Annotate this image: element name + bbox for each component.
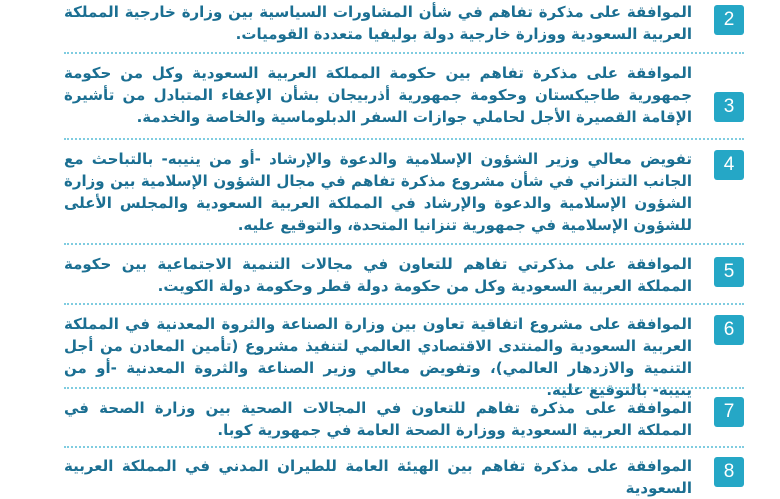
- item-text: الموافقة على مذكرتي تفاهم للتعاون في مجالات التنمية الاجتماعية بين حكومة المملكة العربية السعودية وكل من حكومة دولة قطر وحكومة دولة الكويت.: [64, 255, 692, 295]
- divider: [64, 303, 744, 305]
- divider: [64, 446, 744, 448]
- item-number-badge: 5: [714, 257, 744, 287]
- item-number-badge: 4: [714, 150, 744, 180]
- item-number-badge: 6: [714, 315, 744, 345]
- list-item: [64, 455, 744, 497]
- divider: [64, 387, 744, 389]
- divider: [64, 52, 744, 54]
- item-text: الموافقة على مذكرة تفاهم بين الهيئة العامة للطيران المدني في المملكة العربية السعودية: [64, 457, 692, 497]
- item-number-badge: 3: [714, 92, 744, 122]
- item-number-badge: 8: [714, 457, 744, 487]
- list-item: [64, 397, 744, 441]
- item-number-badge: 2: [714, 5, 744, 35]
- item-text: الموافقة على مشروع اتفاقية تعاون بين وزارة الصناعة والثروة المعدنية في المملكة العربية السعودية والمنتدى الاقتصادي العالمي لتنفيذ مشروع (تأمين المعادن من أجل التنمية والازدهار العالمي)، وتفويض معالي وزير الصناعة والثروة المعدنية -أو من ينيبه- بالتوقيع عليه.: [64, 315, 692, 399]
- list-item: [64, 313, 744, 399]
- list-item: [64, 253, 744, 297]
- item-text: الموافقة على مذكرة تفاهم في شأن المشاورات السياسية بين وزارة خارجية المملكة العربية السعودية ووزارة خارجية دولة بوليفيا متعددة القوميات.: [64, 3, 692, 43]
- list-item: [64, 62, 744, 128]
- item-text: تفويض معالي وزير الشؤون الإسلامية والدعوة والإرشاد -أو من ينيبه- بالتباحث مع الجانب التنزاني في شأن مشروع مذكرة تفاهم في مجال الشؤون الإسلامية بين وزارة الشؤون الإسلامية والدعوة والإرشاد في المملكة العربية السعودية والمجلس الأعلى للشؤون الإسلامية في جمهورية تنزانيا المتحدة، والتوقيع عليه.: [64, 150, 692, 234]
- divider: [64, 138, 744, 140]
- item-text: الموافقة على مذكرة تفاهم للتعاون في المجالات الصحية بين وزارة الصحة في المملكة العربية السعودية ووزارة الصحة العامة في جمهورية كوبا.: [64, 399, 692, 439]
- divider: [64, 243, 744, 245]
- item-number-badge: 7: [714, 397, 744, 427]
- list-item: [64, 148, 744, 236]
- list-item: [64, 1, 744, 45]
- item-text: الموافقة على مذكرة تفاهم بين حكومة المملكة العربية السعودية وكل من حكومة جمهورية طاجيكستان وحكومة جمهورية أذربيجان بشأن الإعفاء المتبادل من تأشيرة الإقامة القصيرة الأجل لحاملي جوازات السفر الدبلوماسية والخاصة والخدمة.: [64, 64, 692, 126]
